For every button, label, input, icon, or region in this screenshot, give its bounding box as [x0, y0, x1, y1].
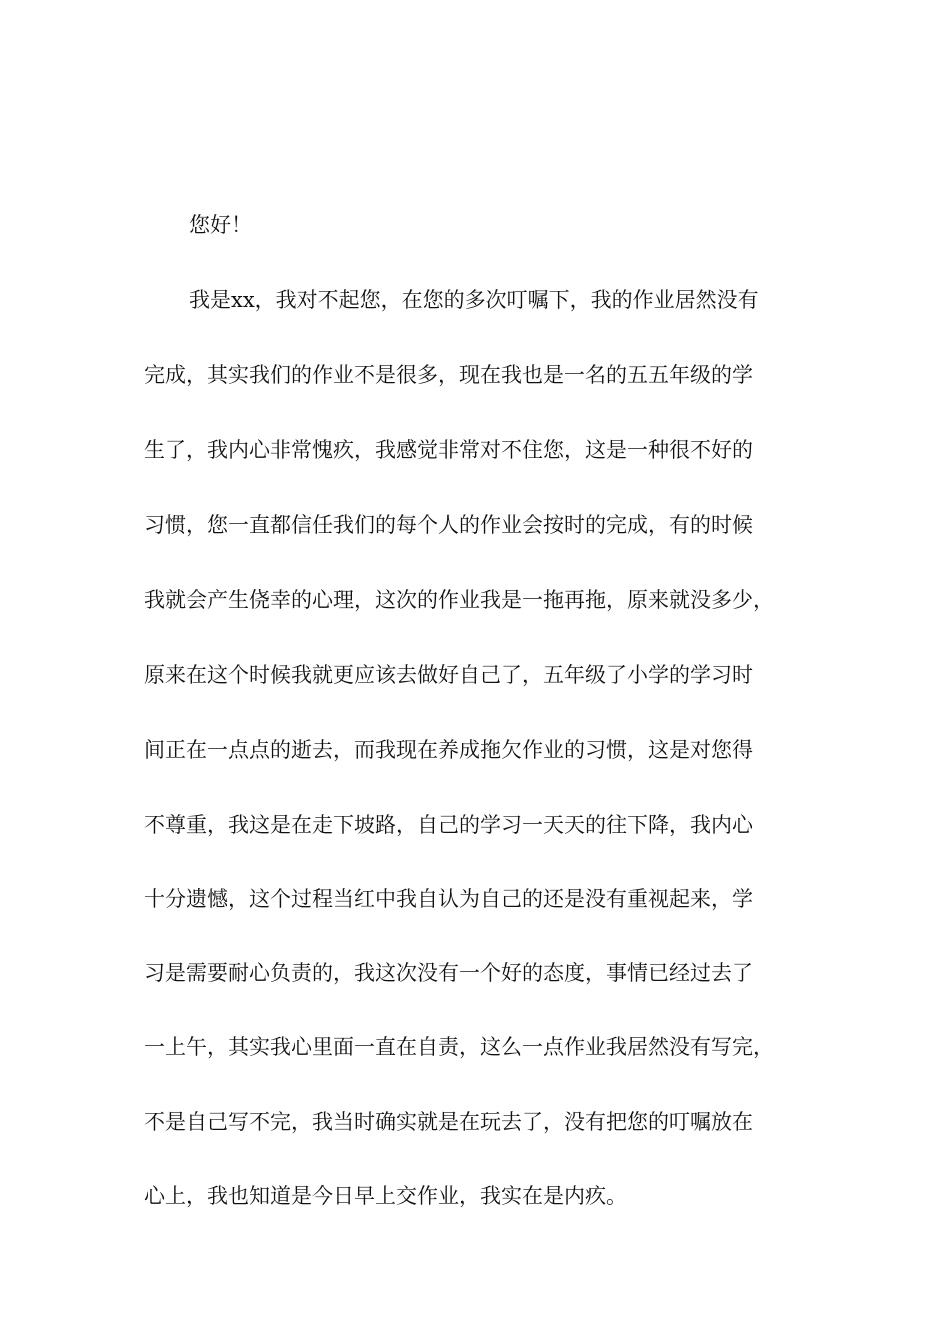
paragraph-line-9: 十分遗憾，这个过程当红中我自认为自己的还是没有重视起来，学 — [144, 887, 753, 911]
paragraph-line-5: 我就会产生侥幸的心理，这次的作业我是一拖再拖，原来就没多少， — [144, 588, 774, 612]
paragraph-line-12: 不是自己写不完，我当时确实就是在玩去了，没有把您的叮嘱放在 — [144, 1110, 753, 1134]
paragraph-line-4: 习惯，您一直都信任我们的每个人的作业会按时的完成，有的时候 — [144, 513, 753, 537]
paragraph-line-10: 习是需要耐心负责的，我这次没有一个好的态度，事情已经过去了 — [144, 961, 753, 985]
paragraph-line-11: 一上午，其实我心里面一直在自责，这么一点作业我居然没有写完， — [144, 1035, 774, 1059]
salutation: 您好！ — [189, 213, 252, 237]
paragraph-line-6: 原来在这个时候我就更应该去做好自己了，五年级了小学的学习时 — [144, 663, 753, 687]
paragraph-line-1: 我是xx，我对不起您，在您的多次叮嘱下，我的作业居然没有 — [189, 288, 759, 312]
paragraph-line-3: 生了，我内心非常愧疚，我感觉非常对不住您，这是一种很不好的 — [144, 438, 753, 462]
paragraph-line-7: 间正在一点点的逝去，而我现在养成拖欠作业的习惯，这是对您得 — [144, 738, 753, 762]
paragraph-line-8: 不尊重，我这是在走下坡路，自己的学习一天天的往下降，我内心 — [144, 813, 753, 837]
paragraph-line-13: 心上，我也知道是今日早上交作业，我实在是内疚。 — [144, 1184, 627, 1208]
paragraph-line-2: 完成，其实我们的作业不是很多，现在我也是一名的五五年级的学 — [144, 363, 753, 387]
